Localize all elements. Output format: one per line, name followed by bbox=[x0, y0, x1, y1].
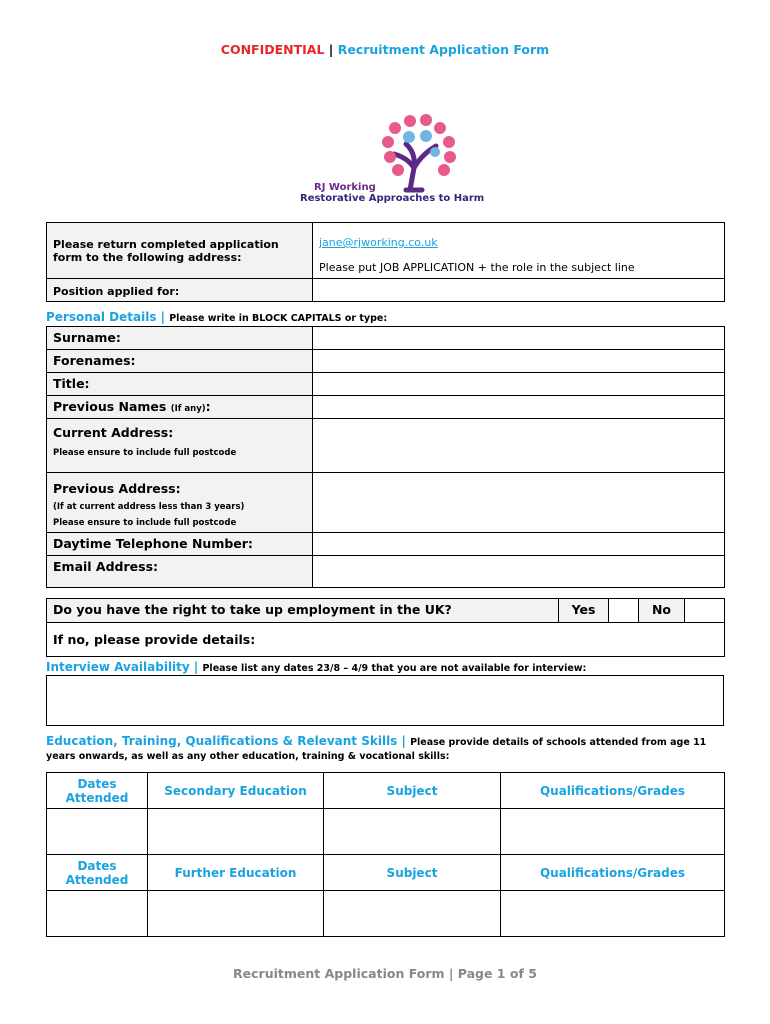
page-footer: Recruitment Application Form | Page 1 of 5 bbox=[233, 966, 537, 981]
previous-address-note2: Please ensure to include full postcode bbox=[53, 518, 237, 528]
qualifications-header: Qualifications/Grades bbox=[501, 773, 725, 809]
previous-address-label: Previous Address: (If at current address less than 3 years) Please ensure to include full postcode bbox=[47, 473, 313, 533]
position-applied-label: Position applied for: bbox=[47, 279, 313, 302]
no-checkbox[interactable] bbox=[685, 599, 725, 623]
right-to-work-question: Do you have the right to take up employment in the UK? bbox=[47, 599, 559, 623]
interview-availability-heading: Interview Availability | Please list any dates 23/8 – 4/9 that you are not available for interview: bbox=[46, 660, 587, 674]
interview-note: Please list any dates 23/8 – 4/9 that you are not available for interview: bbox=[202, 663, 587, 674]
right-to-work-details[interactable]: If no, please provide details: bbox=[47, 623, 725, 657]
current-address-field[interactable] bbox=[313, 419, 725, 473]
dates-attended-header: Dates Attended bbox=[47, 773, 148, 809]
subject-line-instruction: Please put JOB APPLICATION + the role in the subject line bbox=[319, 261, 635, 274]
education-table bbox=[46, 772, 725, 937]
surname-field[interactable] bbox=[313, 327, 725, 350]
subject-header-2: Subject bbox=[324, 855, 501, 891]
forenames-field[interactable] bbox=[313, 350, 725, 373]
header-separator: | bbox=[324, 42, 338, 57]
contact-email-link[interactable]: jane@rjworking.co.uk bbox=[319, 236, 438, 249]
right-to-work-table bbox=[46, 598, 725, 657]
yes-checkbox[interactable] bbox=[609, 599, 639, 623]
previous-address-field[interactable] bbox=[313, 473, 725, 533]
subject-header: Subject bbox=[324, 773, 501, 809]
personal-details-note: Please write in BLOCK CAPITALS or type: bbox=[169, 313, 388, 324]
personal-details-table bbox=[46, 326, 725, 588]
education-note: Please provide details of schools attended from age 11 years onwards, as well as any other education, training & vocational skills: bbox=[46, 737, 707, 762]
forenames-label: Forenames: bbox=[47, 350, 313, 373]
return-info-table bbox=[46, 222, 725, 302]
further-institution-field[interactable] bbox=[148, 891, 324, 937]
email-label: Email Address: bbox=[47, 556, 313, 588]
telephone-label: Daytime Telephone Number: bbox=[47, 533, 313, 556]
personal-details-heading: Personal Details | Please write in BLOCK CAPITALS or type: bbox=[46, 310, 388, 324]
confidential-label: CONFIDENTIAL bbox=[220, 42, 325, 57]
qualifications-header-2: Qualifications/Grades bbox=[501, 855, 725, 891]
position-applied-field[interactable] bbox=[313, 279, 725, 302]
dates-attended-header-2: Dates Attended bbox=[47, 855, 148, 891]
return-contact-cell bbox=[313, 223, 725, 279]
logo-text-line1: RJ Working bbox=[314, 182, 376, 193]
title-label: Title: bbox=[47, 373, 313, 396]
further-dates-field[interactable] bbox=[47, 891, 148, 937]
current-address-note: Please ensure to include full postcode bbox=[53, 448, 237, 458]
education-heading: Education, Training, Qualifications & Relevant Skills | Please provide details of schools attended from age 11 years onwards, as well as any other education, training & vocational skills: bbox=[46, 734, 707, 762]
secondary-subject-field[interactable] bbox=[324, 809, 501, 855]
current-address-label: Current Address: Please ensure to include full postcode bbox=[47, 419, 313, 473]
previous-names-field[interactable] bbox=[313, 396, 725, 419]
form-title: Recruitment Application Form bbox=[337, 42, 550, 57]
secondary-education-header: Secondary Education bbox=[148, 773, 324, 809]
page-header bbox=[0, 42, 770, 57]
secondary-grades-field[interactable] bbox=[501, 809, 725, 855]
interview-table bbox=[46, 675, 724, 726]
title-field[interactable] bbox=[313, 373, 725, 396]
email-field[interactable] bbox=[313, 556, 725, 588]
further-education-header: Further Education bbox=[148, 855, 324, 891]
logo-text-line2: Restorative Approaches to Harm bbox=[300, 193, 485, 204]
previous-address-note1: (If at current address less than 3 years) bbox=[53, 502, 245, 512]
secondary-dates-field[interactable] bbox=[47, 809, 148, 855]
secondary-school-field[interactable] bbox=[148, 809, 324, 855]
no-label: No bbox=[639, 599, 685, 623]
telephone-field[interactable] bbox=[313, 533, 725, 556]
previous-names-label: Previous Names (If any): bbox=[47, 396, 313, 419]
surname-label: Surname: bbox=[47, 327, 313, 350]
interview-availability-field[interactable] bbox=[47, 676, 724, 726]
further-grades-field[interactable] bbox=[501, 891, 725, 937]
return-instructions-label: Please return completed application form to the following address: bbox=[47, 223, 313, 279]
further-subject-field[interactable] bbox=[324, 891, 501, 937]
yes-label: Yes bbox=[559, 599, 609, 623]
